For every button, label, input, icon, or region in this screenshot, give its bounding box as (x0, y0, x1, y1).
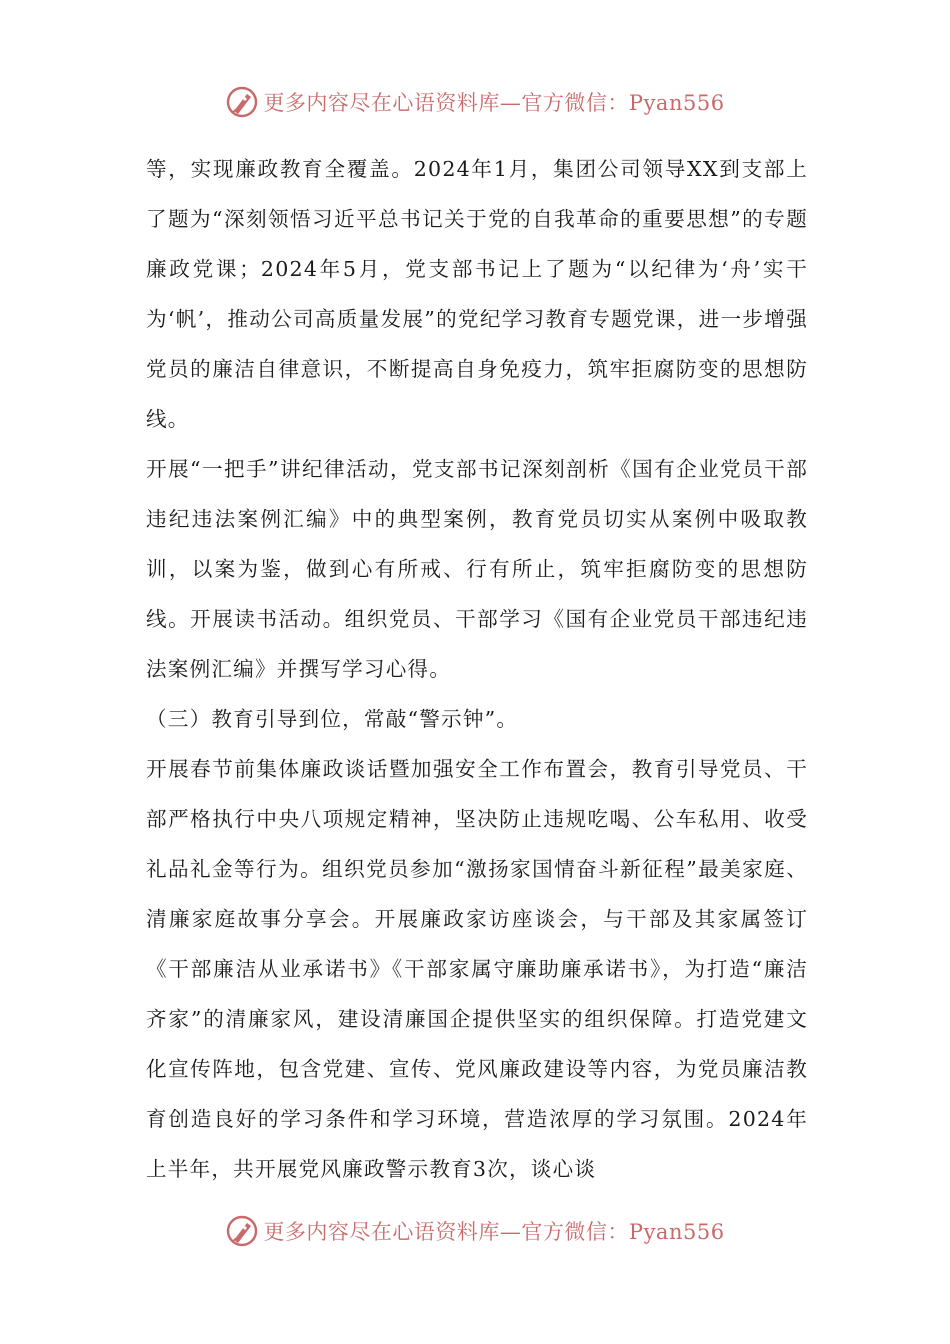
header-watermark (0, 82, 950, 122)
footer-watermark-text: 更多内容尽在心语资料库—官方微信：Pyan556 (263, 1220, 725, 1244)
footer-watermark (0, 1211, 950, 1251)
section-heading: （三）教育引导到位，常敲“警示钟”。 (146, 707, 519, 731)
header-watermark-text: 更多内容尽在心语资料库—官方微信：Pyan556 (263, 91, 725, 115)
paragraph-2: 开展“一把手”讲纪律活动，党支部书记深刻剖析《国有企业党员干部违纪违法案例汇编》中的典型案例，教育党员切实从案例中吸取教训，以案为鉴，做到心有所戒、行有所止，筑牢拒腐防变的思想防线。开展读书活动。组织党员、干部学习《国有企业党员干部违纪违法案例汇编》并撰写学习心得。 (146, 457, 808, 681)
pen-nib-logo-icon (225, 1214, 259, 1248)
document-body (146, 144, 808, 1194)
paragraph-1: 等，实现廉政教育全覆盖。2024年1月，集团公司领导XX到支部上了题为“深刻领悟习近平总书记关于党的自我革命的重要思想”的专题廉政党课；2024年5月，党支部书记上了题为“以纪律为‘舟’实干为‘帆’，推动公司高质量发展”的党纪学习教育专题党课，进一步增强党员的廉洁自律意识，不断提高自身免疫力，筑牢拒腐防变的思想防线。 (146, 157, 808, 431)
pen-nib-logo-icon (225, 85, 259, 119)
paragraph-3: 开展春节前集体廉政谈话暨加强安全工作布置会，教育引导党员、干部严格执行中央八项规定精神，坚决防止违规吃喝、公车私用、收受礼品礼金等行为。组织党员参加“激扬家国情奋斗新征程”最美家庭、清廉家庭故事分享会。开展廉政家访座谈会，与干部及其家属签订《干部廉洁从业承诺书》《干部家属守廉助廉承诺书》，为打造“廉洁齐家”的清廉家风，建设清廉国企提供坚实的组织保障。打造党建文化宣传阵地，包含党建、宣传、党风廉政建设等内容，为党员廉洁教育创造良好的学习条件和学习环境，营造浓厚的学习氛围。2024年上半年，共开展党风廉政警示教育3次，谈心谈 (146, 757, 808, 1181)
